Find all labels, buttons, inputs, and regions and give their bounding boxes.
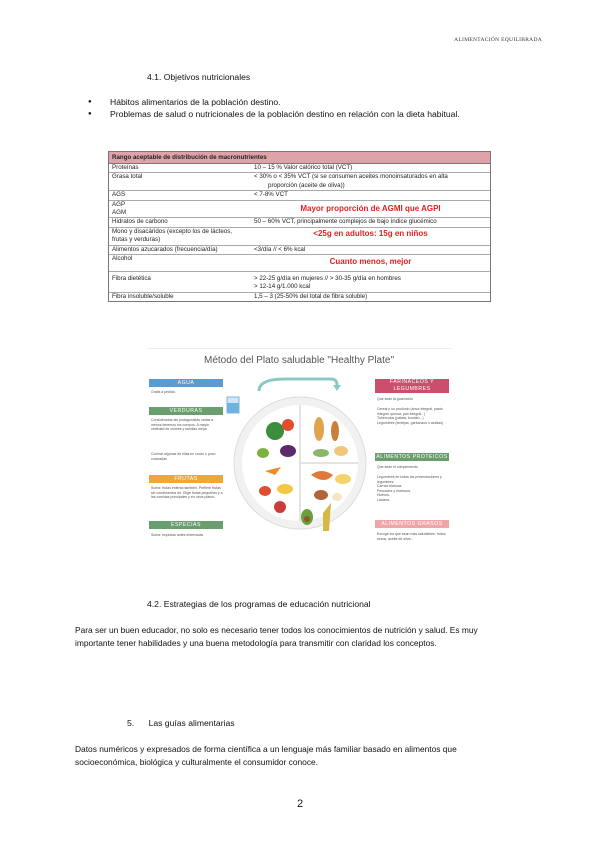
row-label: Alcohol <box>112 255 133 263</box>
table-row <box>109 164 490 173</box>
row-label: Fibra insoluble/soluble <box>112 292 174 300</box>
list-item: ● Problemas de salud o nutricionales de la población destino en relación con la dieta habitual. <box>88 108 460 120</box>
cereals-band: FARINÁCEOS Y LEGUMBRES <box>375 379 449 393</box>
vegetables-text-2: Cocinar algunas de ellas en crudo o poco cocinadas <box>151 452 216 461</box>
row-value-line: < 30% o < 35% VCT (si se consumen aceites monoinsaturados en alta <box>254 173 448 181</box>
plate-drawing <box>225 371 375 547</box>
water-glass-icon <box>227 397 239 413</box>
cereals-text: Que sean la guarnición <box>377 397 413 401</box>
table-row <box>109 228 490 246</box>
row-label: AGM <box>112 209 127 217</box>
row-value: < 7-8% VCT <box>254 191 288 199</box>
row-label: Grasa total <box>112 173 143 181</box>
spices-band: ESPECIAS <box>149 521 223 529</box>
list-item: Tubérculos (patata, boniato...) <box>377 416 424 421</box>
proteins-band: ALIMENTOS PROTEICOS <box>376 454 448 460</box>
plate-title: Método del Plato saludable "Healthy Plate" <box>204 355 394 366</box>
table-row <box>109 293 490 301</box>
vegetables-text: Consideradas las protagonistas varias a menos tenemos los cuerpos. A mayor variedad de colores y familias mejor. <box>151 418 214 432</box>
list-item: Legumbres en todas las presentaciones y legumbres. <box>377 475 442 484</box>
macronutrient-table <box>108 151 491 302</box>
section-number: 5. <box>127 718 135 728</box>
row-value <box>251 173 490 190</box>
row-value-line: proporción (aceite de oliva)) <box>268 181 345 189</box>
cereals-items <box>377 407 447 425</box>
paragraph-line: Datos numéricos y expresados de forma científica a un lenguaje más familiar basado en alimentos que <box>75 744 457 754</box>
section-4-1-heading: 4.1. Objetivos nutricionales <box>147 72 251 82</box>
section-4-2-heading: 4.2. Estrategias de los programas de educación nutricional <box>147 599 371 609</box>
spices-text: Suma: especias antes enterradas <box>151 533 204 537</box>
row-value: 50 – 60% VCT, principalmente complejos de bajo índice glucémico <box>254 218 437 226</box>
section-title: Las guías alimentarias <box>148 718 235 728</box>
table-row-group <box>109 201 490 218</box>
row-label: AGP <box>112 200 126 208</box>
row-label-group <box>109 201 251 218</box>
paragraph-line: importante tener habilidades y una buena metodología para transmitir con claridad los conceptos. <box>75 637 437 648</box>
agp-agm-annotation: Mayor proporción de AGMI que AGPI <box>300 203 441 213</box>
table-row <box>109 173 490 191</box>
table-row <box>109 255 490 272</box>
row-value-line: > 22-25 g/día en mujeres // > 30-35 g/día en hombres <box>254 275 401 283</box>
list-item: Huevos. <box>377 493 390 498</box>
fruits-text: Suma: frutas enteras también. Prefiere frutas sin condimentos de. Elige frutas pequeñas y a las comidas principales y en otros platos. <box>151 486 223 500</box>
paragraph-line: socioeconómica, biológica y culturalmente el consumidor conoce. <box>75 756 319 767</box>
list-item: Legumbres (lentejas, garbanzos o alubias) <box>377 420 444 425</box>
table-row <box>109 246 490 255</box>
vegetables-band: VERDURAS <box>149 407 223 415</box>
row-label: Proteínas <box>112 164 139 171</box>
section-5-paragraph <box>75 743 457 768</box>
objectives-list <box>88 96 460 120</box>
proteins-items <box>377 475 447 503</box>
proteins-text: Que sean el complemento <box>377 465 418 469</box>
table-title: Rango aceptable de distribución de macronutrientes <box>109 152 490 164</box>
table-row <box>109 217 490 227</box>
row-label: Fibra dietética <box>112 275 151 283</box>
arrow-head-icon <box>333 385 341 391</box>
water-text: Gratis a pedido. <box>151 390 176 394</box>
sugars-annotation: <25g en adultos: 15g en niños <box>313 228 428 238</box>
fruits-band: FRUTAS <box>149 475 223 483</box>
fats-band: ALIMENTOS GRASOS <box>375 520 449 528</box>
page-number: 2 <box>296 798 304 810</box>
table-row <box>109 191 490 200</box>
healthy-plate-infographic <box>147 348 451 547</box>
row-value-line: > 12-14 g/1.000 kcal <box>254 283 311 291</box>
list-item: ● Hábitos alimentarios de la población destino. <box>88 96 460 108</box>
section-4-2-paragraph <box>75 624 478 649</box>
list-item: Lácteos. <box>377 497 391 502</box>
row-value: 1,5 – 3 (25-50% del total de fibra soluble) <box>254 292 368 300</box>
alcohol-annotation: Cuanto menos, mejor <box>329 257 412 267</box>
row-label: Hidratos de carbono <box>112 218 168 226</box>
fats-text: Escoge los que sean más saludables: frutos secos, aceite de oliva... <box>377 532 446 541</box>
row-label: Alimentos azucarados (frecuencia/día) <box>112 245 218 253</box>
row-label: AGS <box>112 191 126 199</box>
connector-arrow-icon <box>259 379 337 391</box>
list-item: Cereal o su producto (arroz integral, pasta integral, quinoa, pan integral...) <box>377 407 443 416</box>
running-header: ALIMENTACIÓN EQUILIBRADA <box>454 37 542 43</box>
row-value <box>251 272 490 292</box>
section-5-heading <box>127 718 235 728</box>
water-band: AGUA <box>149 379 223 387</box>
table-row <box>109 272 490 293</box>
list-item: Carnes blancas. <box>377 484 403 489</box>
row-value: 10 – 15 % Valor calórico total (VCT) <box>254 164 353 171</box>
list-item: Pescados y mariscos. <box>377 488 412 493</box>
paragraph-line: Para ser un buen educador, no solo es necesario tener todos los conocimientos de nutrición y salud. Es muy <box>75 625 478 635</box>
row-value: <3/día // < 6% kcal <box>254 245 306 253</box>
row-label: Mono y disacáridos (excepto los de lácteos, frutas y verduras) <box>112 227 233 244</box>
